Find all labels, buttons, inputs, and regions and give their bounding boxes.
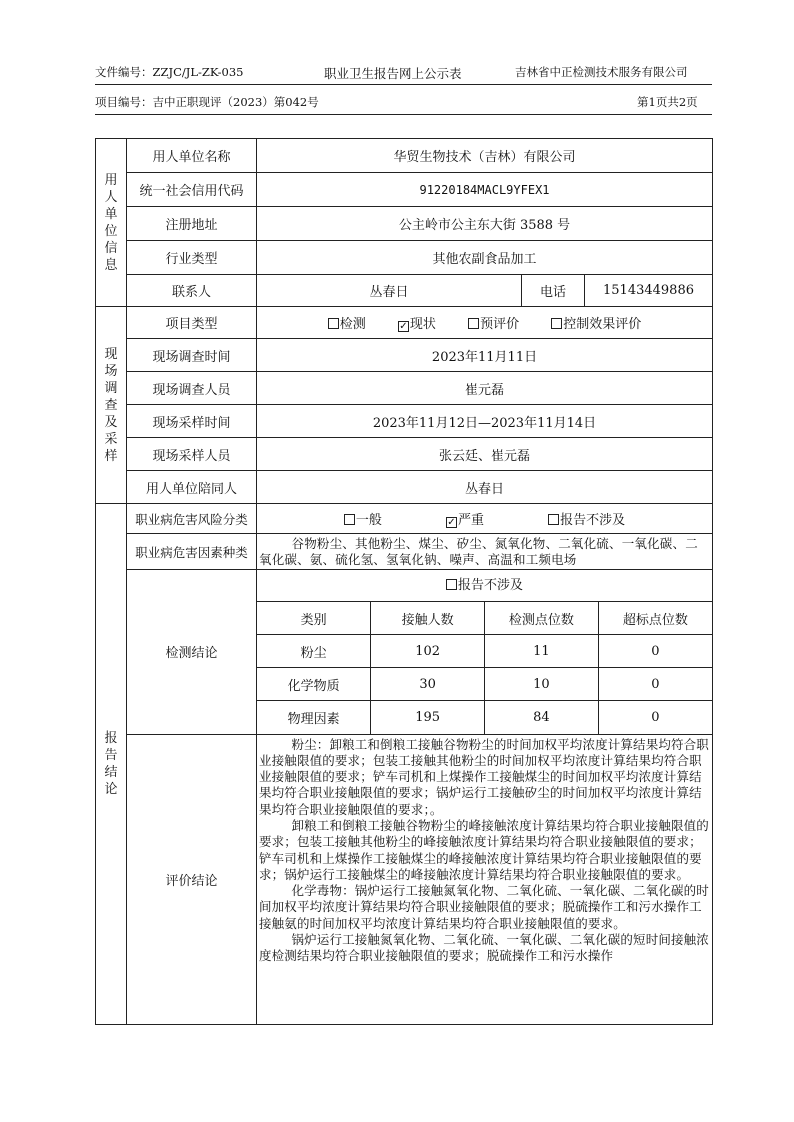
survey-section-label: 现 场 调 查 及 采 样	[96, 307, 127, 504]
table-cell: 物理因素	[257, 701, 371, 734]
checkbox-serious: ✓ 严重	[447, 513, 485, 528]
evaluation-paragraph: 锅炉运行工接触氮氧化物、二氧化硫、一氧化碳、二氧化碳的短时间接触浓度检测结果均符合职业接触限值的要求；脱硫操作工和污水操作	[259, 932, 709, 964]
risk-options	[257, 504, 713, 534]
checked-box-icon: ✓	[399, 321, 408, 332]
credit-code-label: 统一社会信用代码	[127, 173, 257, 207]
hazard-list: 谷物粉尘、其他粉尘、煤尘、矽尘、氮氧化物、二氧化硫、一氧化碳、二氧化碳、氨、硫化氢、氢氧化钠、噪声、高温和工频电场	[257, 534, 713, 570]
detection-header: 检测点位数	[485, 602, 599, 635]
address: 公主岭市公主东大街 3588 号	[257, 207, 713, 241]
detection-header: 接触人数	[371, 602, 485, 635]
checked-box-icon: ✓	[447, 517, 456, 528]
escort: 丛春日	[257, 471, 713, 504]
employer-name: 华贸生物技术（吉林）有限公司	[257, 139, 713, 173]
evaluation-paragraph: 化学毒物：锅炉运行工接触氮氧化物、二氧化硫、一氧化碳、二氧化碳的时间加权平均浓度计算结果均符合职业接触限值的要求；脱硫操作工和污水操作工接触氨的时间加权平均浓度计算结果均符合职业接触限值的要求。	[259, 883, 709, 931]
evaluation-paragraph: 粉尘：卸粮工和倒粮工接触谷物粉尘的时间加权平均浓度计算结果均符合职业接触限值的要求；包装工接触其他粉尘的时间加权平均浓度计算结果均符合职业接触限值的要求；铲车司机和上煤操作工接触煤尘的时间加权平均浓度计算结果均符合职业接触限值的要求；锅炉运行工接触矽尘的时间加权平均浓度计算结果均符合职业接触限值的要求；。	[259, 736, 709, 817]
project-type-options	[257, 307, 713, 339]
address-label: 注册地址	[127, 207, 257, 241]
detection-cell	[257, 570, 713, 735]
form-title: 职业卫生报告网上公示表	[324, 66, 462, 81]
checkbox-detection-not-involved: 报告不涉及	[446, 570, 523, 601]
employer-section-label: 用 人 单 位 信 息	[96, 139, 127, 307]
checkbox-icon	[446, 579, 457, 590]
evaluation-label: 评价结论	[127, 734, 257, 1024]
checkbox-icon	[551, 318, 562, 329]
table-cell: 102	[371, 635, 485, 668]
page-number: 第1页共2页	[637, 95, 698, 109]
checkbox-pre-evaluation: 预评价	[468, 313, 519, 332]
checkbox-status: ✓ 现状	[399, 317, 436, 332]
detection-table	[257, 601, 712, 734]
survey-time: 2023年11月11日	[257, 339, 713, 372]
checkbox-icon	[548, 514, 559, 525]
checkbox-inspection: 检测	[328, 313, 366, 332]
industry-label: 行业类型	[127, 241, 257, 275]
table-cell: 化学物质	[257, 668, 371, 701]
hazard-label: 职业病危害因素种类	[127, 534, 257, 570]
evaluation-text	[257, 734, 713, 1024]
checkbox-icon	[468, 318, 479, 329]
table-cell: 10	[485, 668, 599, 701]
employer-name-label: 用人单位名称	[127, 139, 257, 173]
contact-label: 联系人	[127, 275, 257, 307]
sampler-label: 现场采样人员	[127, 438, 257, 471]
checkbox-control-effect: 控制效果评价	[551, 313, 641, 332]
survey-time-label: 现场调查时间	[127, 339, 257, 372]
contact: 丛春日	[257, 275, 522, 307]
header-rule	[95, 84, 712, 85]
phone: 15143449886	[585, 275, 713, 307]
industry: 其他农副食品加工	[257, 241, 713, 275]
table-cell: 30	[371, 668, 485, 701]
table-cell: 0	[598, 635, 712, 668]
table-cell: 195	[371, 701, 485, 734]
detection-not-involved	[257, 570, 712, 601]
sampling-time: 2023年11月12日—2023年11月14日	[257, 405, 713, 438]
report-section-label: 报 告 结 论	[96, 504, 127, 1025]
checkbox-icon	[328, 318, 339, 329]
sampling-time-label: 现场采样时间	[127, 405, 257, 438]
table-cell: 0	[598, 701, 712, 734]
company-name: 吉林省中正检测技术服务有限公司	[515, 65, 688, 79]
risk-label: 职业病危害风险分类	[127, 504, 257, 534]
surveyor: 崔元磊	[257, 372, 713, 405]
checkbox-general: 一般	[344, 509, 382, 528]
checkbox-icon	[344, 514, 355, 525]
table-cell: 84	[485, 701, 599, 734]
header-rule-2	[95, 114, 712, 115]
project-type-label: 项目类型	[127, 307, 257, 339]
sampler: 张云廷、崔元磊	[257, 438, 713, 471]
detection-label: 检测结论	[127, 570, 257, 735]
file-number: 文件编号：ZZJC/JL-ZK-035	[95, 65, 244, 79]
phone-label: 电话	[522, 275, 585, 307]
table-cell: 粉尘	[257, 635, 371, 668]
escort-label: 用人单位陪同人	[127, 471, 257, 504]
detection-header: 类别	[257, 602, 371, 635]
table-cell: 0	[598, 668, 712, 701]
detection-header: 超标点位数	[598, 602, 712, 635]
disclosure-table	[95, 138, 713, 1025]
table-cell: 11	[485, 635, 599, 668]
surveyor-label: 现场调查人员	[127, 372, 257, 405]
project-number: 项目编号：吉中正职现评（2023）第042号	[95, 95, 319, 109]
credit-code: 91220184MACL9YFEX1	[257, 173, 713, 207]
evaluation-paragraph: 卸粮工和倒粮工接触谷物粉尘的峰接触浓度计算结果均符合职业接触限值的要求；包装工接触其他粉尘的峰接触浓度计算结果均符合职业接触限值的要求；铲车司机和上煤操作工接触煤尘的峰接触浓度计算结果均符合职业接触限值的要求；锅炉运行工接触煤尘的峰接触浓度计算结果均符合职业接触限值的要求。	[259, 817, 709, 882]
checkbox-not-involved: 报告不涉及	[548, 509, 625, 528]
